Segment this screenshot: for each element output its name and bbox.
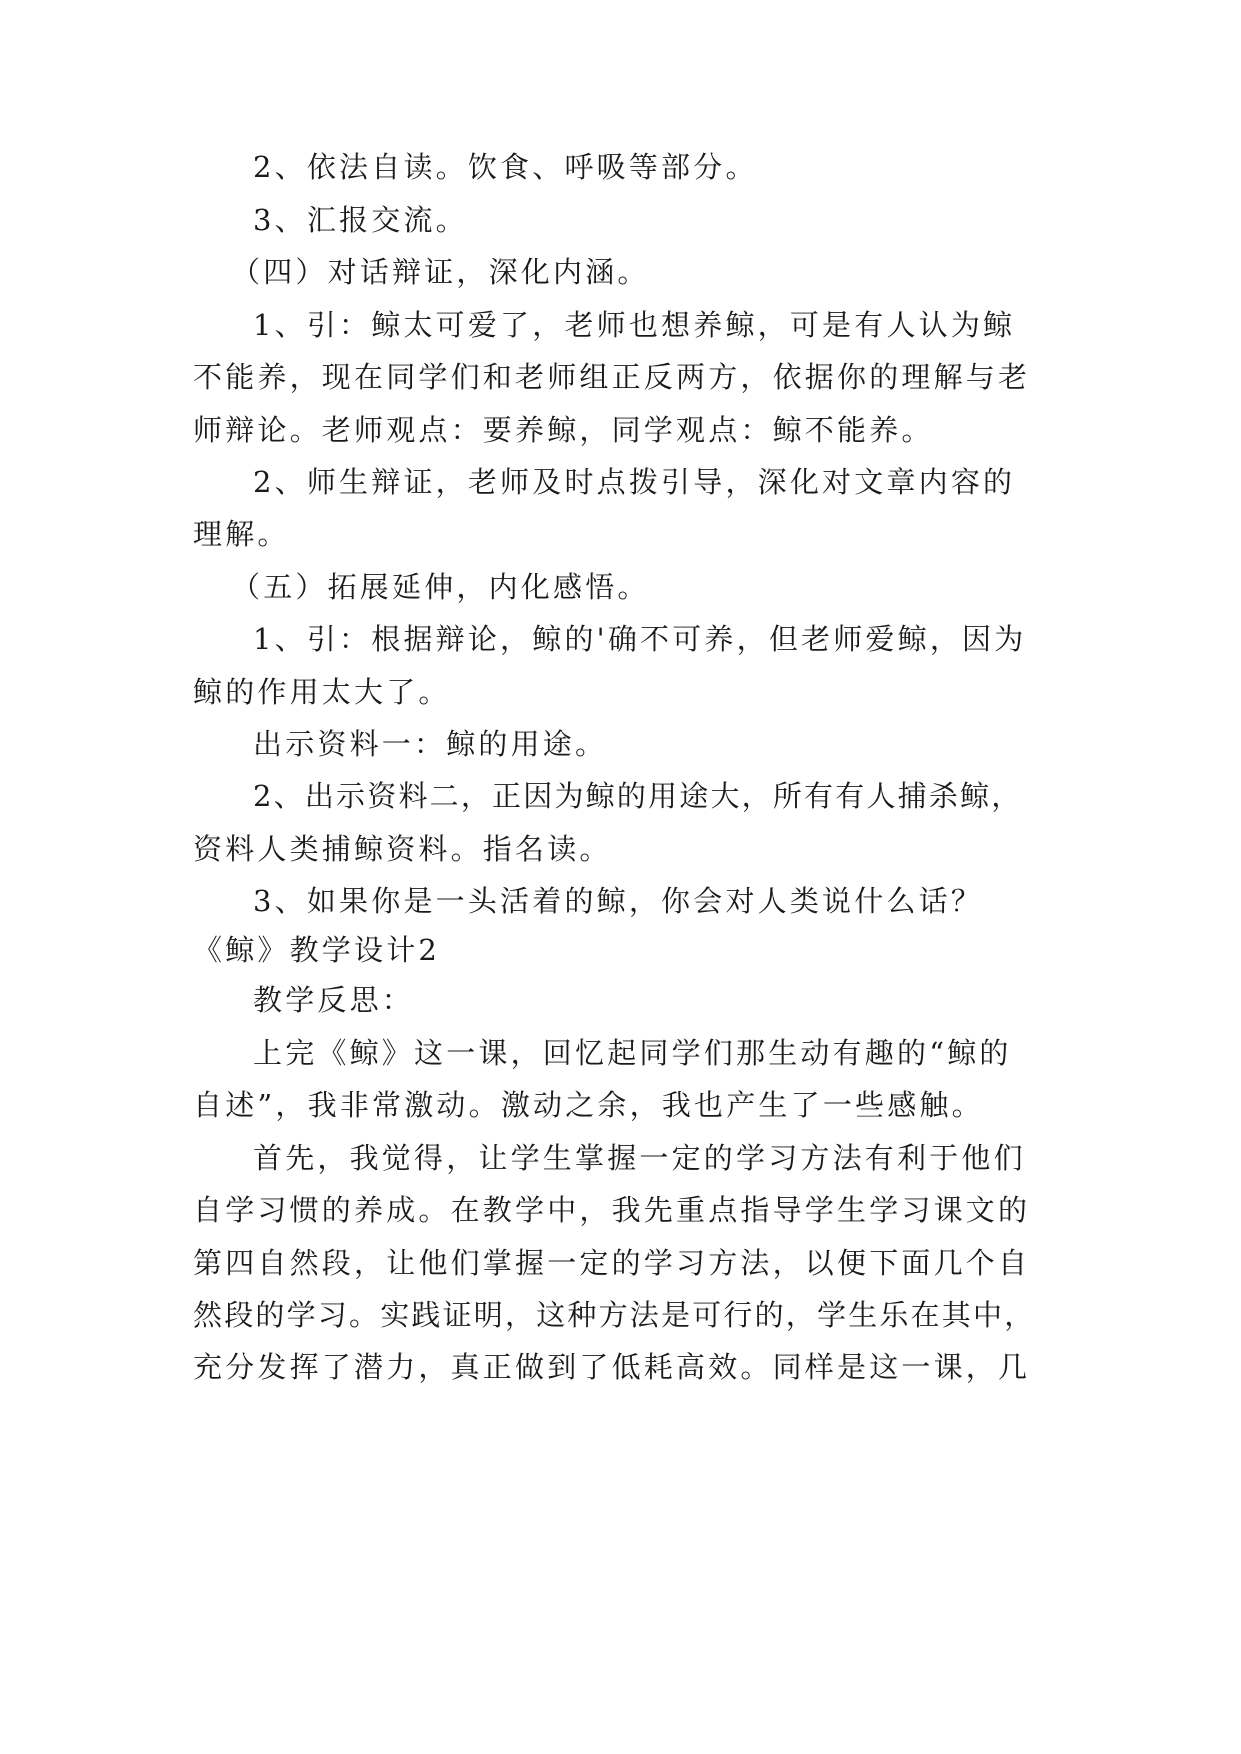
paragraph-line: 自述”，我非常激动。激动之余，我也产生了一些感触。 <box>193 1088 984 1122</box>
paragraph-line: 第四自然段，让他们掌握一定的学习方法，以便下面几个自 <box>193 1246 1031 1280</box>
paragraph-line: 上完《鲸》这一课，回忆起同学们那生动有趣的“鲸的 <box>253 1036 1012 1070</box>
document-title: 《鲸》教学设计2 <box>193 933 441 967</box>
paragraph-line: 教学反思： <box>253 983 415 1017</box>
section-heading: （五）拓展延伸，内化感悟。 <box>231 570 650 604</box>
paragraph-line: 师辩论。老师观点：要养鲸，同学观点：鲸不能养。 <box>193 413 934 447</box>
paragraph-line: 首先，我觉得，让学生掌握一定的学习方法有利于他们 <box>253 1141 1026 1175</box>
paragraph-line: 不能养，现在同学们和老师组正反两方，依据你的理解与老 <box>193 360 1031 394</box>
paragraph-line: 2、出示资料二，正因为鲸的用途大，所有有人捕杀鲸， <box>253 779 1023 813</box>
paragraph-line: 自学习惯的养成。在教学中，我先重点指导学生学习课文的 <box>193 1193 1031 1227</box>
paragraph-line: 出示资料一：鲸的用途。 <box>253 727 608 761</box>
paragraph-line: 1、引：鲸太可爱了，老师也想养鲸，可是有人认为鲸 <box>253 308 1016 342</box>
paragraph-line: 充分发挥了潜力，真正做到了低耗高效。同样是这一课，几 <box>193 1350 1031 1384</box>
paragraph-line: 2、依法自读。饮食、呼吸等部分。 <box>253 150 758 184</box>
paragraph-line: 资料人类捕鲸资料。指名读。 <box>193 832 612 866</box>
paragraph-line: 理解。 <box>193 517 290 551</box>
paragraph-line: 3、如果你是一头活着的鲸，你会对人类说什么话？ <box>253 884 984 918</box>
paragraph-line: 1、引：根据辩论，鲸的'确不可养，但老师爱鲸，因为 <box>253 622 1027 656</box>
paragraph-line: 然段的学习。实践证明，这种方法是可行的，学生乐在其中， <box>193 1298 1036 1332</box>
section-heading: （四）对话辩证，深化内涵。 <box>231 255 650 289</box>
paragraph-line: 鲸的作用太大了。 <box>193 675 451 709</box>
paragraph-line: 3、汇报交流。 <box>253 203 468 237</box>
paragraph-line: 2、师生辩证，老师及时点拨引导，深化对文章内容的 <box>253 465 1016 499</box>
